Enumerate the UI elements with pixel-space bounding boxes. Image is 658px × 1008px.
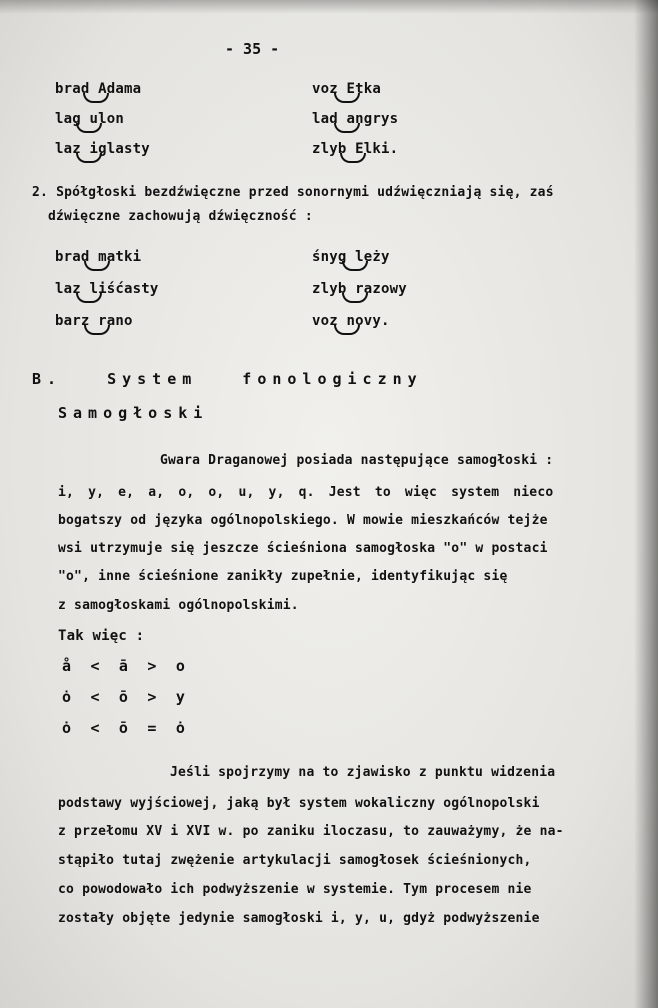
example-1-left-1: brad Adama <box>55 81 142 97</box>
liaison-arc <box>76 293 102 303</box>
vowel-row-3: ȯ < ō = ȯ <box>62 719 186 737</box>
paragraph-2-line-2: podstawy wyjściowej, jaką był system wokaliczny ogólnopolski <box>58 796 540 811</box>
section-heading: B. System fonologiczny <box>32 370 423 388</box>
paragraph-1-line-5: "o", inne ścieśnione zanikły zupełnie, identyfikując się <box>58 569 508 584</box>
page-number: - 35 - <box>225 40 280 58</box>
rule-2-line-1: 2. Spółgłoski bezdźwięczne przed sonornymi udźwięczniają się, zaś <box>32 185 554 200</box>
liaison-arc <box>84 325 110 335</box>
example-1-right-3: zlyb Elki. <box>312 141 399 157</box>
example-1-right-1: voz Etka <box>312 81 382 97</box>
paragraph-1-line-4: wsi utrzymuje się jeszcze ścieśniona samogłoska "o" w postaci <box>58 541 548 556</box>
example-2-right-3: voz novy. <box>312 313 390 329</box>
tak-wiec-label: Tak więc : <box>58 628 145 644</box>
example-1-left-3: laz iglasty <box>55 141 150 157</box>
example-1-left-2: lag ulon <box>55 111 125 127</box>
liaison-arc <box>84 261 110 271</box>
example-2-right-1: śnyg leży <box>312 249 390 265</box>
liaison-arc <box>334 93 360 103</box>
paragraph-1-line-1: Gwara Draganowej posiada następujące samogłoski : <box>160 453 554 468</box>
liaison-arc <box>342 293 368 303</box>
example-1-right-2: lad angrys <box>312 111 399 127</box>
paragraph-1-line-6: z samogłoskami ogólnopolskimi. <box>58 598 299 613</box>
subsection-heading: Samogłoski <box>58 404 209 422</box>
example-2-left-3: barz rano <box>55 313 133 329</box>
paragraph-2-line-5: co powodowało ich podwyższenie w systemie. Tym procesem nie <box>58 882 532 897</box>
paragraph-2-line-1: Jeśli spojrzymy na to zjawisko z punktu widzenia <box>170 765 556 780</box>
vowel-row-1: å < ā > o <box>62 657 186 675</box>
paragraph-2-line-4: stąpiło tutaj zwężenie artykulacji samogłosek ścieśnionych, <box>58 853 532 868</box>
paragraph-1-line-3: bogatszy od języka ogólnopolskiego. W mowie mieszkańców tejże <box>58 513 548 528</box>
paragraph-2-line-3: z przełomu XV i XVI w. po zaniku iloczasu, to zauważymy, że na- <box>58 824 564 839</box>
liaison-arc <box>342 261 368 271</box>
vowel-row-2: ȯ < ō > y <box>62 688 186 706</box>
example-2-left-1: brad matki <box>55 249 142 265</box>
liaison-arc <box>334 123 360 133</box>
scan-shadow-right <box>634 0 658 1008</box>
liaison-arc <box>340 153 366 163</box>
scan-shadow-top <box>0 0 658 14</box>
paragraph-2-line-6: zostały objęte jedynie samogłoski i, y, u, gdyż podwyższenie <box>58 911 540 926</box>
liaison-arc <box>83 93 109 103</box>
example-2-right-2: zlyb razowy <box>312 281 407 297</box>
paragraph-1-line-2: i, y, e, a, o, o, u, y, q. Jest to więc system nieco <box>58 485 554 500</box>
liaison-arc <box>76 153 102 163</box>
example-2-left-2: laz liśćasty <box>55 281 159 297</box>
liaison-arc <box>334 325 360 335</box>
rule-2-line-2: dźwięczne zachowują dźwięczność : <box>48 209 313 224</box>
liaison-arc <box>76 123 102 133</box>
